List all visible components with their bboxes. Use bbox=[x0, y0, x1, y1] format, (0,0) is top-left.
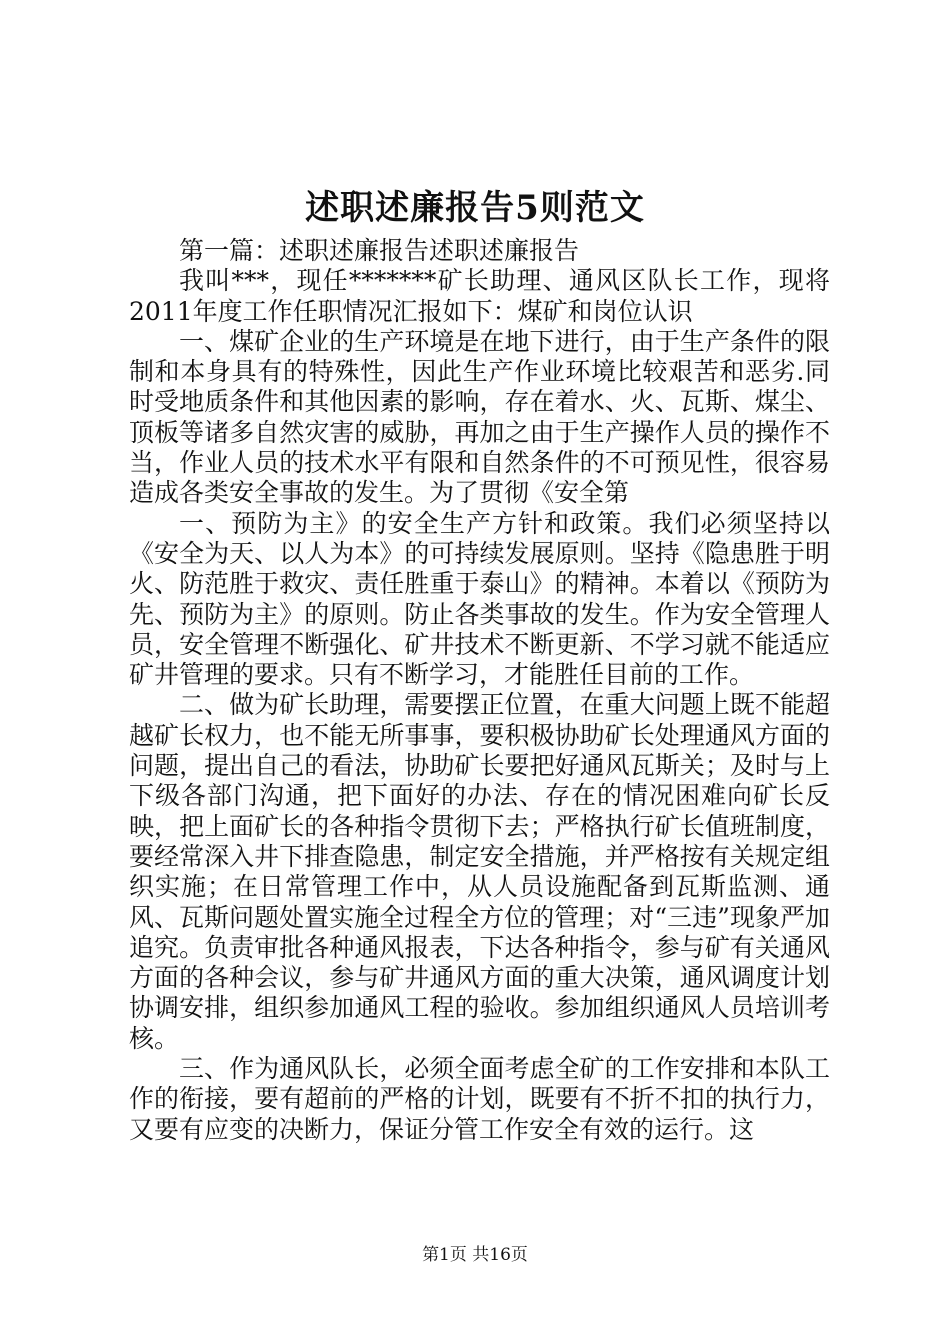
paragraph-assistant-role: 二、做为矿长助理，需要摆正位置，在重大问题上既不能超越矿长权力，也不能无所事事，要积极协助矿长处理通风方面的问题，提出自己的看法，协助矿长要把好通风瓦斯关；及时与上下级各部门沟通，把下面好的办法、存在的情况困难向矿长反映，把上面矿长的各种指令贯彻下去；严格执行矿长值班制度，要经常深入井下排查隐患，制定安全措施，并严格按有关规定组织实施；在日常管理工作中，从人员设施配备到瓦斯监测、通风、瓦斯问题处置实施全过程全方位的管理；对“三违”现象严加追究。负责审批各种通风报表，下达各种指令，参与矿有关通风方面的各种会议，参与矿井通风方面的重大决策，通风调度计划协调安排，组织参加通风工程的验收。参加组织通风人员培训考核。 bbox=[129, 690, 830, 1053]
document-title: 述职述廉报告5则范文 bbox=[305, 188, 645, 228]
paragraph-ventilation-leader: 三、作为通风队长，必须全面考虑全矿的工作安排和本队工作的衔接，要有超前的严格的计划，既要有不折不扣的执行力，又要有应变的决断力，保证分管工作安全有效的运行。这 bbox=[129, 1054, 830, 1144]
paragraph-introduction: 我叫***，现任*******矿长助理、通风区队长工作，现将2011年度工作任职情况汇报如下：煤矿和岗位认识 bbox=[129, 266, 830, 326]
document-body bbox=[129, 236, 830, 1145]
paragraph-safety-policy: 一、预防为主》的安全生产方针和政策。我们必须坚持以《安全为天、以人为本》的可持续发展原则。坚持《隐患胜于明火、防范胜于救灾、责任胜重于泰山》的精神。本着以《预防为先、预防为主》的原则。防止各类事故的发生。作为安全管理人员，安全管理不断强化、矿井技术不断更新、不学习就不能适应矿井管理的要求。只有不断学习，才能胜任目前的工作。 bbox=[129, 508, 830, 690]
paragraph-section-heading: 第一篇：述职述廉报告述职述廉报告 bbox=[179, 236, 580, 265]
paragraph-mine-environment: 一、煤矿企业的生产环境是在地下进行，由于生产条件的限制和本身具有的特殊性，因此生产作业环境比较艰苦和恶劣.同时受地质条件和其他因素的影响，存在着水、火、瓦斯、煤尘、顶板等诸多自然灾害的威胁，再加之由于生产操作人员的操作不当，作业人员的技术水平有限和自然条件的不可预见性，很容易造成各类安全事故的发生。为了贯彻《安全第 bbox=[129, 326, 830, 508]
page-number-footer: 第1页 共16页 bbox=[422, 1245, 528, 1265]
